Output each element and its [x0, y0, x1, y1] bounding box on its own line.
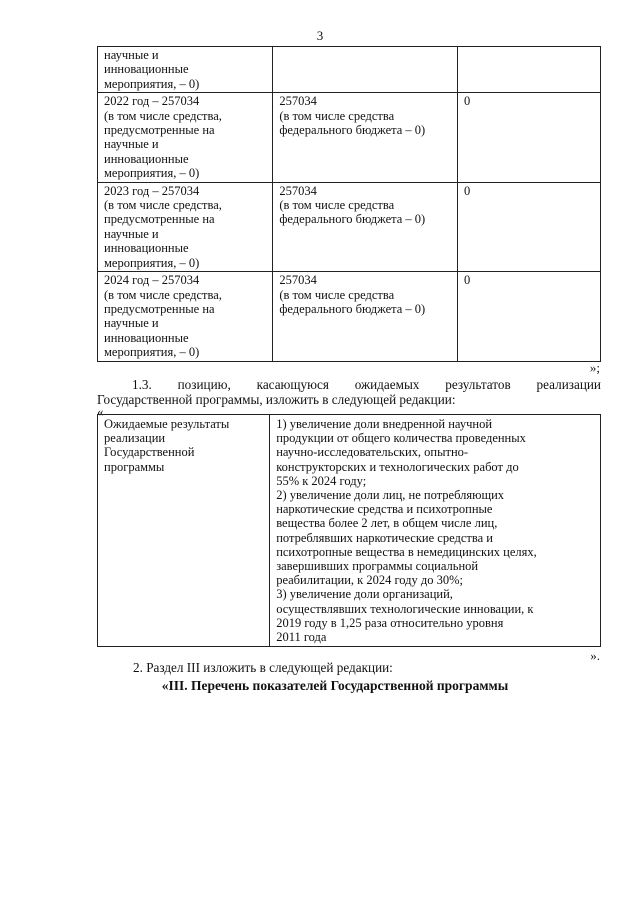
funding-cell-col1 [98, 182, 273, 271]
funding-cell-col1 [98, 93, 273, 182]
funding-cell-col1 [98, 47, 273, 93]
funding-table-row [98, 47, 601, 93]
funding-cell-line: предусмотренные на [104, 301, 215, 316]
funding-cell-col2 [273, 93, 458, 182]
paragraph-1-3-line-2: Государственной программы, изложить в следующей редакции: [97, 392, 456, 407]
funding-cell-line: научные и [104, 137, 159, 152]
funding-cell-line: мероприятия, – 0) [104, 166, 200, 181]
funding-cell-line: 0 [464, 273, 471, 288]
results-table-closing-mark: ». [590, 648, 600, 663]
results-content-line: вещества более 2 лет, в общем числе лиц, [276, 516, 498, 531]
funding-cell-line: (в том числе средства [279, 198, 395, 213]
funding-cell-line: (в том числе средства, [104, 108, 222, 123]
results-content-line: осуществлявших технологические инновации, к [276, 601, 534, 616]
funding-cell-col3 [458, 93, 601, 182]
funding-cell-line: 257034 [279, 183, 317, 198]
funding-table [97, 46, 601, 362]
funding-cell-col3 [458, 182, 601, 271]
funding-cell-line: федерального бюджета – 0) [279, 212, 426, 227]
quote-open-mark: « [97, 404, 104, 419]
results-table [97, 414, 601, 647]
funding-cell-col2 [273, 272, 458, 361]
paragraph-1-3-line-1: 1.3. позицию, касающуюся ожидаемых результатов реализации [132, 377, 601, 392]
results-table-row [98, 415, 601, 647]
results-content-cell [270, 415, 601, 647]
results-label-line: Ожидаемые результаты [104, 417, 230, 431]
results-label-line: программы [104, 459, 165, 474]
funding-table-row [98, 272, 601, 361]
results-content-line: конструкторских и технологических работ до [276, 459, 519, 474]
funding-table-closing-mark: »; [589, 360, 600, 375]
paragraph-2: 2. Раздел III изложить в следующей редакции: [133, 660, 393, 675]
funding-cell-line: федерального бюджета – 0) [279, 123, 426, 138]
funding-cell-line: инновационные [104, 151, 189, 166]
results-content-line: продукции от общего количества проведенных [276, 431, 526, 446]
results-label-line: Государственной [104, 445, 195, 460]
results-content-line: 2019 году в 1,25 раза относительно уровня [276, 615, 504, 630]
funding-cell-col2 [273, 182, 458, 271]
funding-cell-col3 [458, 272, 601, 361]
results-content-line: реабилитации, к 2024 году до 30%; [276, 573, 464, 588]
funding-cell-line: 0 [464, 94, 471, 109]
funding-cell-line: научные и [104, 316, 159, 331]
funding-cell-line: 2022 год – 257034 [104, 94, 200, 109]
results-content-line: потреблявших наркотические средства и [276, 530, 493, 545]
results-content-line: 3) увеличение доли организаций, [276, 587, 453, 602]
funding-cell-line: 2024 год – 257034 [104, 273, 200, 288]
funding-cell-line: научные и [104, 48, 159, 62]
funding-cell-line: мероприятия, – 0) [104, 255, 200, 270]
funding-cell-line: предусмотренные на [104, 212, 215, 227]
funding-cell-line: 0 [464, 183, 471, 198]
funding-cell-line: федерального бюджета – 0) [279, 301, 426, 316]
results-content-line: 2) увеличение доли лиц, не потребляющих [276, 488, 505, 503]
funding-cell-col2 [273, 47, 458, 93]
results-label-cell [98, 415, 270, 647]
funding-cell-line: 257034 [279, 273, 317, 288]
results-content-line: завершивших программы социальной [276, 559, 479, 574]
funding-table-row [98, 93, 601, 182]
page-number: 3 [316, 28, 324, 43]
results-content-line: 2011 года [276, 630, 327, 645]
funding-cell-line: (в том числе средства, [104, 198, 222, 213]
results-content-line: психотропные вещества в немедицинских целях, [276, 544, 537, 559]
funding-cell-line: инновационные [104, 62, 189, 77]
results-content-line: 55% к 2024 году; [276, 473, 367, 488]
funding-cell-line: научные и [104, 226, 159, 241]
results-content-line: наркотические средства и психотропные [276, 502, 493, 517]
funding-cell-line: 257034 [279, 94, 317, 109]
funding-cell-line: инновационные [104, 241, 189, 256]
results-content-line: 1) увеличение доли внедренной научной [276, 417, 493, 431]
funding-cell-line: предусмотренные на [104, 123, 215, 138]
funding-cell-line: (в том числе средства [279, 108, 395, 123]
funding-cell-col1 [98, 272, 273, 361]
funding-cell-line: мероприятия, – 0) [104, 345, 200, 360]
funding-table-row [98, 182, 601, 271]
results-label-line: реализации [104, 431, 166, 446]
funding-cell-line: 2023 год – 257034 [104, 183, 200, 198]
funding-cell-col3 [458, 47, 601, 93]
funding-cell-line: (в том числе средства [279, 287, 395, 302]
funding-cell-line: мероприятия, – 0) [104, 76, 200, 91]
funding-cell-line: (в том числе средства, [104, 287, 222, 302]
section-heading: «III. Перечень показателей Государственной программы [161, 678, 509, 693]
funding-cell-line: инновационные [104, 330, 189, 345]
results-content-line: научно-исследовательских, опытно- [276, 445, 469, 460]
